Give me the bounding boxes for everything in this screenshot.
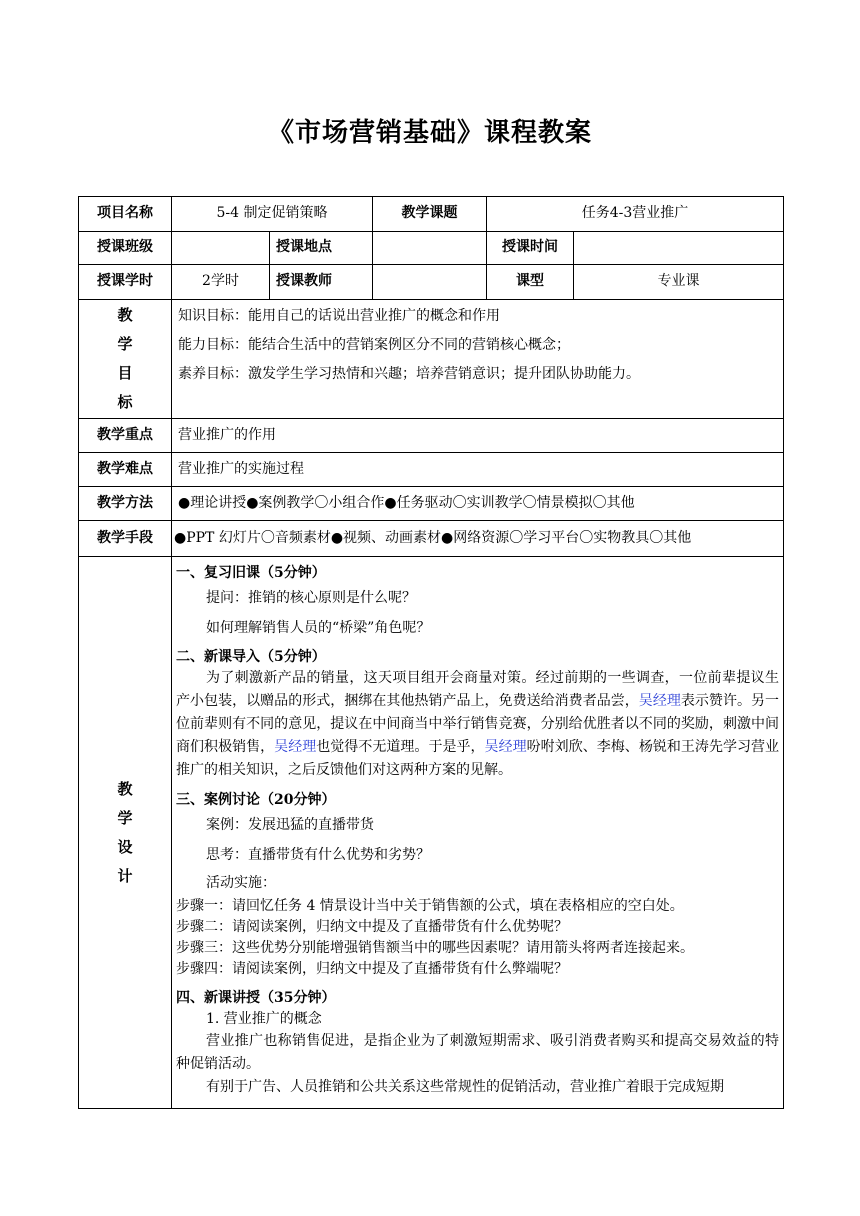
topic: 任务4-3营业推广 bbox=[487, 197, 784, 232]
row-class bbox=[79, 232, 784, 265]
label-time: 授课时间 bbox=[487, 232, 574, 265]
label-difficulty: 教学难点 bbox=[79, 453, 172, 487]
class-value bbox=[172, 232, 270, 265]
row-method bbox=[79, 487, 784, 521]
label-place: 授课地点 bbox=[270, 232, 373, 265]
label-hours: 授课学时 bbox=[79, 265, 172, 300]
label-teacher: 授课教师 bbox=[270, 265, 373, 300]
label-design-char: 计 bbox=[117, 866, 133, 885]
activity-step: 步骤一：请回忆任务 4 情景设计当中关于销售额的公式，填在表格相应的空白处。 bbox=[176, 898, 684, 914]
page-title: 《市场营销基础》课程教案 bbox=[267, 118, 592, 148]
review-question-1: 提问：推销的核心原则是什么呢？ bbox=[206, 590, 416, 606]
row-goals bbox=[79, 300, 784, 419]
row-difficulty bbox=[79, 453, 784, 487]
activity-step: 步骤二：请阅读案例，归纳文中提及了直播带货有什么优势呢？ bbox=[176, 919, 568, 935]
lecture-subtitle: 1. 营业推广的概念 bbox=[206, 1011, 322, 1027]
label-goals bbox=[79, 300, 172, 419]
label-goals-char: 目 bbox=[117, 364, 133, 382]
label-goals-char: 学 bbox=[117, 335, 133, 353]
hours-value: 2学时 bbox=[172, 265, 270, 300]
project-name: 5-4 制定促销策略 bbox=[172, 197, 373, 232]
lesson-plan-table bbox=[78, 196, 784, 1109]
type-value: 专业课 bbox=[574, 265, 784, 300]
label-project-name: 项目名称 bbox=[79, 197, 172, 232]
goal-ability: 能力目标：能结合生活中的营销案例区分不同的营销核心概念； bbox=[178, 337, 570, 353]
place-value bbox=[373, 232, 487, 265]
goal-knowledge: 知识目标：能用自己的话说出营业推广的概念和作用 bbox=[178, 308, 500, 324]
key-point-value: 营业推广的作用 bbox=[172, 419, 784, 453]
label-method: 教学方法 bbox=[79, 487, 172, 521]
row-project bbox=[79, 197, 784, 232]
label-design-char: 设 bbox=[117, 837, 133, 856]
label-key-point: 教学重点 bbox=[79, 419, 172, 453]
activity-step: 步骤三：这些优势分别能增强销售额当中的哪些因素呢？请用箭头将两者连接起来。 bbox=[176, 940, 694, 956]
goals-content bbox=[172, 300, 784, 419]
design-content bbox=[172, 557, 784, 1109]
intro-text: 表示赞许。另一位前辈则有不同的意见，提议在中间商当中举行销售竞赛，分别给优胜者以不同的奖励，刺激中间商们积极销售， bbox=[176, 693, 780, 755]
activity-step: 步骤四：请阅读案例，归纳文中提及了直播带货有什么弊端呢？ bbox=[176, 961, 568, 977]
manager-link[interactable]: 吴经理 bbox=[638, 693, 681, 709]
label-goals-char: 标 bbox=[117, 393, 133, 411]
row-means bbox=[79, 521, 784, 557]
case-name: 案例：发展迅猛的直播带货 bbox=[206, 817, 374, 833]
case-question: 思考：直播带货有什么优势和劣势？ bbox=[206, 847, 430, 863]
row-key-point bbox=[79, 419, 784, 453]
intro-text: 吩咐刘欣、李梅、杨锐和王涛先学习营业推广的相关知识，之后反馈他们对这两种方案的见解。 bbox=[176, 739, 780, 778]
method-value: ●理论讲授●案例教学〇小组合作●任务驱动〇实训教学〇情景模拟〇其他 bbox=[172, 487, 784, 521]
manager-link[interactable]: 吴经理 bbox=[274, 739, 317, 755]
section-lecture-title: 四、新课讲授（35分钟） bbox=[176, 990, 336, 1006]
row-hours bbox=[79, 265, 784, 300]
intro-text: 为了刺激新产品的销量，这天项目组开会商量对策。经过前期的一些调查，一位前辈提议生产小包装，以赠品的形式，捆绑在其他热销产品上，免费送给消费者品尝， bbox=[176, 670, 780, 709]
label-class: 授课班级 bbox=[79, 232, 172, 265]
lecture-paragraph-2: 有别于广告、人员推销和公共关系这些常规性的促销活动，营业推广着眼于完成短期 bbox=[206, 1079, 724, 1095]
goal-quality: 素养目标：激发学生学习热情和兴趣；培养营销意识；提升团队协助能力。 bbox=[178, 366, 640, 382]
section-review-title: 一、复习旧课（5分钟） bbox=[176, 565, 326, 581]
label-design-char: 学 bbox=[117, 808, 133, 827]
intro-paragraph bbox=[176, 667, 779, 782]
section-case-title: 三、案例讨论（20分钟） bbox=[176, 792, 336, 808]
lecture-paragraph-1: 营业推广也称销售促进，是指企业为了刺激短期需求、吸引消费者购买和提高交易效益的特种促销活动。 bbox=[176, 1033, 780, 1072]
means-value: ●PPT 幻灯片〇音频素材●视频、动画素材●网络资源〇学习平台〇实物教具〇其他 bbox=[172, 521, 784, 557]
label-topic: 教学课题 bbox=[373, 197, 487, 232]
review-question-2: 如何理解销售人员的“桥梁”角色呢？ bbox=[206, 620, 431, 636]
time-value bbox=[574, 232, 784, 265]
activity-label: 活动实施： bbox=[206, 875, 276, 891]
label-goals-char: 教 bbox=[117, 306, 133, 324]
row-design bbox=[79, 557, 784, 1109]
label-design-char: 教 bbox=[117, 779, 133, 798]
teacher-value bbox=[373, 265, 487, 300]
label-means: 教学手段 bbox=[79, 521, 172, 557]
difficulty-value: 营业推广的实施过程 bbox=[172, 453, 784, 487]
intro-text: 也觉得不无道理。于是乎， bbox=[316, 739, 485, 755]
label-type: 课型 bbox=[487, 265, 574, 300]
manager-link[interactable]: 吴经理 bbox=[484, 739, 527, 755]
section-intro-title: 二、新课导入（5分钟） bbox=[176, 649, 326, 665]
label-design bbox=[79, 557, 172, 1109]
